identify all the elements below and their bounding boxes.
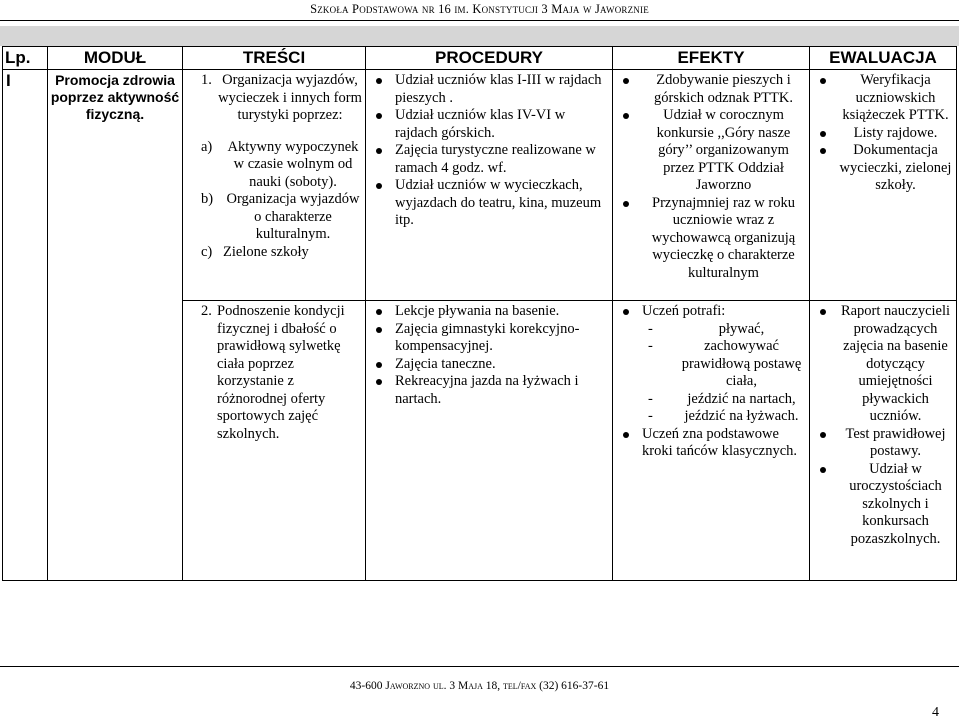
- dash-item: [642, 338, 805, 391]
- dash-item: [642, 408, 805, 426]
- list-item: Udział uczniów klas I-III w rajdach pieszych .: [366, 72, 608, 107]
- content-cell-2: [183, 301, 366, 581]
- dash-mark: -: [648, 408, 653, 424]
- content-item-1: [201, 72, 363, 125]
- dash-mark: -: [648, 390, 653, 407]
- content-subitem: [201, 139, 363, 192]
- list-item: Test prawidłowej postawy.: [810, 426, 952, 461]
- subitem-label: c): [201, 243, 213, 260]
- dash-text: jeździć na nartach,: [687, 390, 796, 407]
- procedures-list-1: [366, 70, 612, 230]
- effects-cell-2: [613, 301, 810, 581]
- list-item: Zajęcia gimnastyki korekcyjno-kompensacyjnej.: [366, 321, 608, 356]
- page-number: 4: [932, 705, 939, 720]
- list-item: Lekcje pływania na basenie.: [366, 303, 608, 321]
- col-header-ewaluacja: EWALUACJA: [810, 47, 957, 70]
- header-rule: [0, 20, 959, 21]
- list-item: Raport nauczycieli prowadzących zajęcia na basenie dotyczący umiejętności pływackich uczniów.: [810, 303, 952, 426]
- effects-intro: Uczeń potrafi:: [642, 303, 726, 319]
- dash-item: [642, 321, 805, 339]
- effects-list-1: [613, 70, 809, 282]
- footer-address: 43-600 Jaworzno ul. 3 Maja 18, tel/fax (32) 616-37-61: [349, 680, 610, 692]
- evaluation-cell-1: [810, 70, 957, 301]
- list-item: Uczeń zna podstawowe kroki tańców klasycznych.: [613, 426, 805, 461]
- content-number: 2.: [201, 303, 212, 319]
- evaluation-list-1: [810, 70, 956, 195]
- list-item: Udział w uroczystościach szkolnych i konkursach pozaszkolnych.: [810, 461, 952, 549]
- effects-list-2: [613, 301, 809, 461]
- list-item: Zajęcia taneczne.: [366, 356, 608, 374]
- table-row: [3, 70, 957, 301]
- evaluation-list-2: [810, 301, 956, 548]
- table-header-row: [3, 47, 957, 70]
- col-header-lp: Lp.: [3, 47, 48, 70]
- evaluation-cell-2: [810, 301, 957, 581]
- content-item-2: [201, 303, 363, 443]
- curriculum-table: [2, 46, 957, 581]
- list-item: Listy rajdowe.: [810, 125, 952, 143]
- list-item: [613, 303, 805, 426]
- dash-text: pływać,: [718, 320, 765, 337]
- procedures-cell-1: [366, 70, 613, 301]
- col-header-tresci: TREŚCI: [183, 47, 366, 70]
- col-header-efekty: EFEKTY: [613, 47, 810, 70]
- subitem-label: a): [201, 138, 213, 155]
- dash-item: [642, 391, 805, 409]
- dash-text: jeździć na łyżwach.: [684, 408, 799, 424]
- list-item: Zdobywanie pieszych i górskich odznak PTTK.: [613, 72, 805, 107]
- content-cell-1: [183, 70, 366, 301]
- dash-mark: -: [648, 320, 653, 337]
- content-title: Podnoszenie kondycji fizycznej i dbałość o prawidłową sylwetkę ciała poprzez korzystanie z różnorodnej oferty sportowych zajęć szkolnych.: [217, 303, 345, 442]
- list-item: Zajęcia turystyczne realizowane w ramach 4 godz. wf.: [366, 142, 608, 177]
- effects-cell-1: [613, 70, 810, 301]
- footer-rule: [0, 666, 959, 667]
- content-subitem: [201, 244, 363, 262]
- subitem-text: Organizacja wyjazdów o charakterze kulturalnym.: [226, 191, 360, 242]
- list-item: Udział uczniów w wycieczkach, wyjazdach do teatru, kina, muzeum itp.: [366, 177, 608, 230]
- row-number: I: [3, 70, 48, 581]
- content-subitem: [201, 191, 363, 244]
- content-title: Organizacja wyjazdów, wycieczek i innych form turystyki poprzez:: [218, 72, 362, 123]
- subitem-text: Aktywny wypoczynek w czasie wolnym od nauki (soboty).: [227, 138, 359, 190]
- dash-mark: -: [648, 338, 653, 354]
- list-item: Rekreacyjna jazda na łyżwach i nartach.: [366, 373, 608, 408]
- col-header-modul: MODUŁ: [48, 47, 183, 70]
- list-item: Przynajmniej raz w roku uczniowie wraz z wychowawcą organizują wycieczkę o charakterze kulturalnym: [613, 195, 805, 283]
- list-item: Udział uczniów klas IV-VI w rajdach górskich.: [366, 107, 608, 142]
- school-header: Szkoła Podstawowa nr 16 im. Konstytucji 3 Maja w Jaworznie: [310, 2, 649, 16]
- list-item: Weryfikacja uczniowskich książeczek PTTK.: [810, 72, 952, 125]
- content-number: 1.: [201, 72, 212, 88]
- procedures-list-2: [366, 301, 612, 408]
- list-item: Dokumentacja wycieczki, zielonej szkoły.: [810, 142, 952, 195]
- col-header-procedury: PROCEDURY: [366, 47, 613, 70]
- module-name: Promocja zdrowia poprzez aktywność fizyczną.: [48, 70, 183, 581]
- dash-text: zachowywać prawidłową postawę ciała,: [681, 338, 802, 389]
- list-item: Udział w corocznym konkursie ,,Góry nasze góry’’ organizowanym przez PTTK Oddział Jaworzno: [613, 107, 805, 195]
- header-band: [0, 26, 959, 46]
- procedures-cell-2: [366, 301, 613, 581]
- subitem-label: b): [201, 191, 214, 207]
- subitem-text: Zielone szkoły: [223, 243, 309, 260]
